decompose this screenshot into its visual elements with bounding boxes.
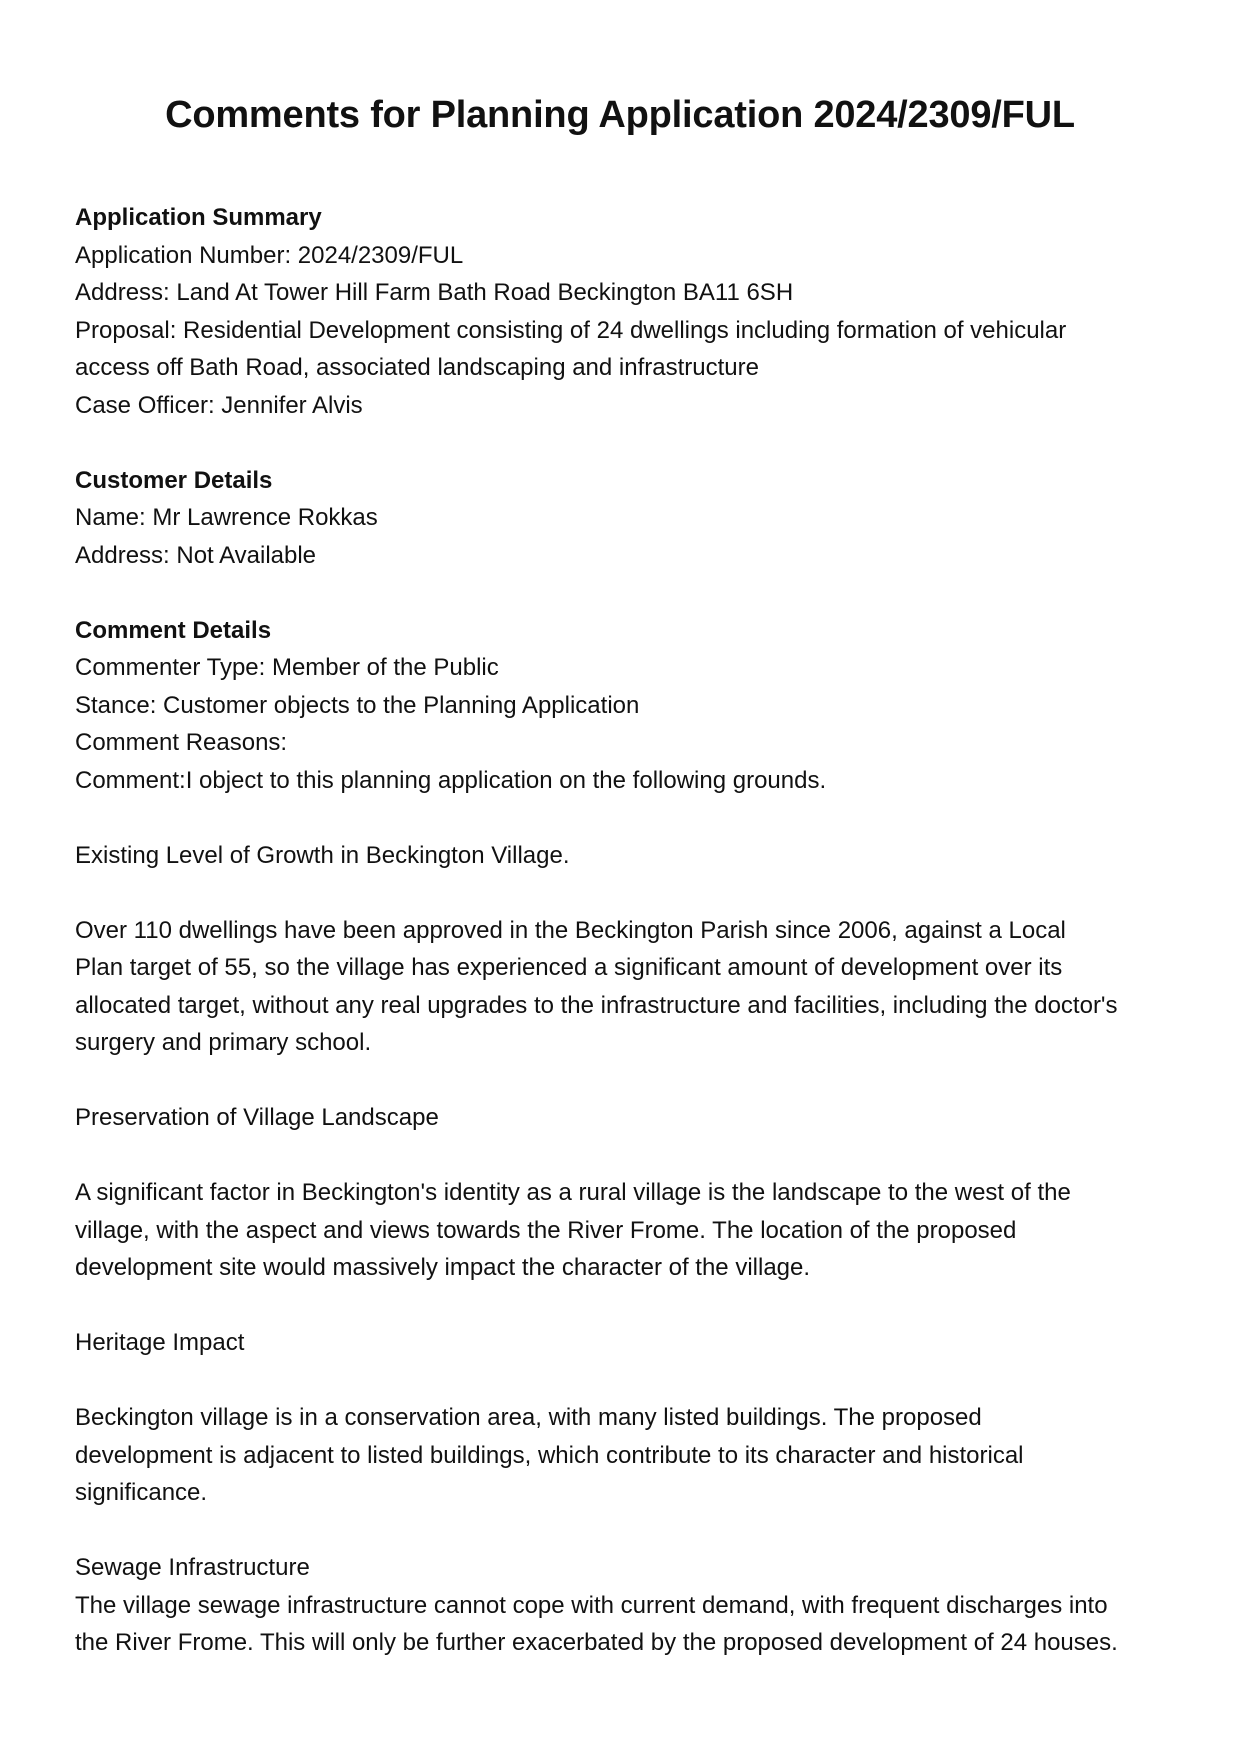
stance: Stance: Customer objects to the Planning Application	[75, 691, 640, 719]
spacer	[75, 1362, 1170, 1400]
comment-details-section	[75, 612, 1170, 800]
spacer	[75, 574, 1170, 612]
application-address: Address: Land At Tower Hill Farm Bath Road Beckington BA11 6SH	[75, 279, 794, 306]
growth-line-3: allocated target, without any real upgrades to the infrastructure and facilities, including the doctor's	[75, 991, 1118, 1019]
comment-reasons: Comment Reasons:	[75, 729, 288, 756]
landscape-line-1: A significant factor in Beckington's identity as a rural village is the landscape to the west of the	[75, 1179, 1071, 1206]
sewage-line-2: the River Frome. This will only be further exacerbated by the proposed development of 24 houses.	[75, 1629, 1118, 1656]
customer-details-heading: Customer Details	[75, 466, 273, 494]
spacer	[75, 1287, 1170, 1325]
page-title: Comments for Planning Application 2024/2309/FUL	[165, 94, 1075, 136]
document-content	[75, 199, 1170, 1662]
customer-name: Name: Mr Lawrence Rokkas	[75, 504, 378, 531]
spacer	[75, 1512, 1170, 1550]
sewage-section	[75, 1549, 1170, 1662]
landscape-section	[75, 1099, 1170, 1287]
growth-heading: Existing Level of Growth in Beckington Village.	[75, 841, 570, 869]
landscape-line-3: development site would massively impact the character of the village.	[75, 1254, 811, 1281]
customer-details-section	[75, 462, 1170, 575]
spacer	[75, 1062, 1170, 1100]
sewage-heading: Sewage Infrastructure	[75, 1554, 310, 1581]
case-officer: Case Officer: Jennifer Alvis	[75, 391, 363, 419]
heritage-line-2: development is adjacent to listed buildings, which contribute to its character and historical	[75, 1441, 1024, 1469]
spacer	[75, 424, 1170, 462]
growth-line-2: Plan target of 55, so the village has experienced a significant amount of development over its	[75, 954, 1063, 981]
spacer	[75, 1137, 1170, 1175]
spacer	[75, 799, 1170, 837]
customer-address: Address: Not Available	[75, 541, 317, 569]
heritage-heading: Heritage Impact	[75, 1329, 245, 1356]
application-number: Application Number: 2024/2309/FUL	[75, 241, 464, 269]
comment-details-heading: Comment Details	[75, 616, 272, 644]
growth-line-4: surgery and primary school.	[75, 1029, 372, 1056]
application-summary-section	[75, 199, 1170, 424]
spacer	[75, 874, 1170, 912]
sewage-line-1: The village sewage infrastructure cannot cope with current demand, with frequent discharges into	[75, 1591, 1108, 1619]
growth-line-1: Over 110 dwellings have been approved in the Beckington Parish since 2006, against a Local	[75, 916, 1066, 944]
growth-section	[75, 837, 1170, 1062]
comment-intro: Comment:I object to this planning application on the following grounds.	[75, 766, 827, 794]
heritage-line-3: significance.	[75, 1479, 208, 1506]
commenter-type: Commenter Type: Member of the Public	[75, 654, 499, 681]
landscape-heading: Preservation of Village Landscape	[75, 1104, 439, 1131]
application-summary-heading: Application Summary	[75, 204, 322, 231]
heritage-line-1: Beckington village is in a conservation area, with many listed buildings. The proposed	[75, 1404, 982, 1431]
landscape-line-2: village, with the aspect and views towards the River Frome. The location of the proposed	[75, 1216, 1017, 1244]
proposal-line-2: access off Bath Road, associated landscaping and infrastructure	[75, 354, 759, 381]
heritage-section	[75, 1324, 1170, 1512]
proposal-line-1: Proposal: Residential Development consisting of 24 dwellings including formation of vehicular	[75, 316, 1067, 344]
